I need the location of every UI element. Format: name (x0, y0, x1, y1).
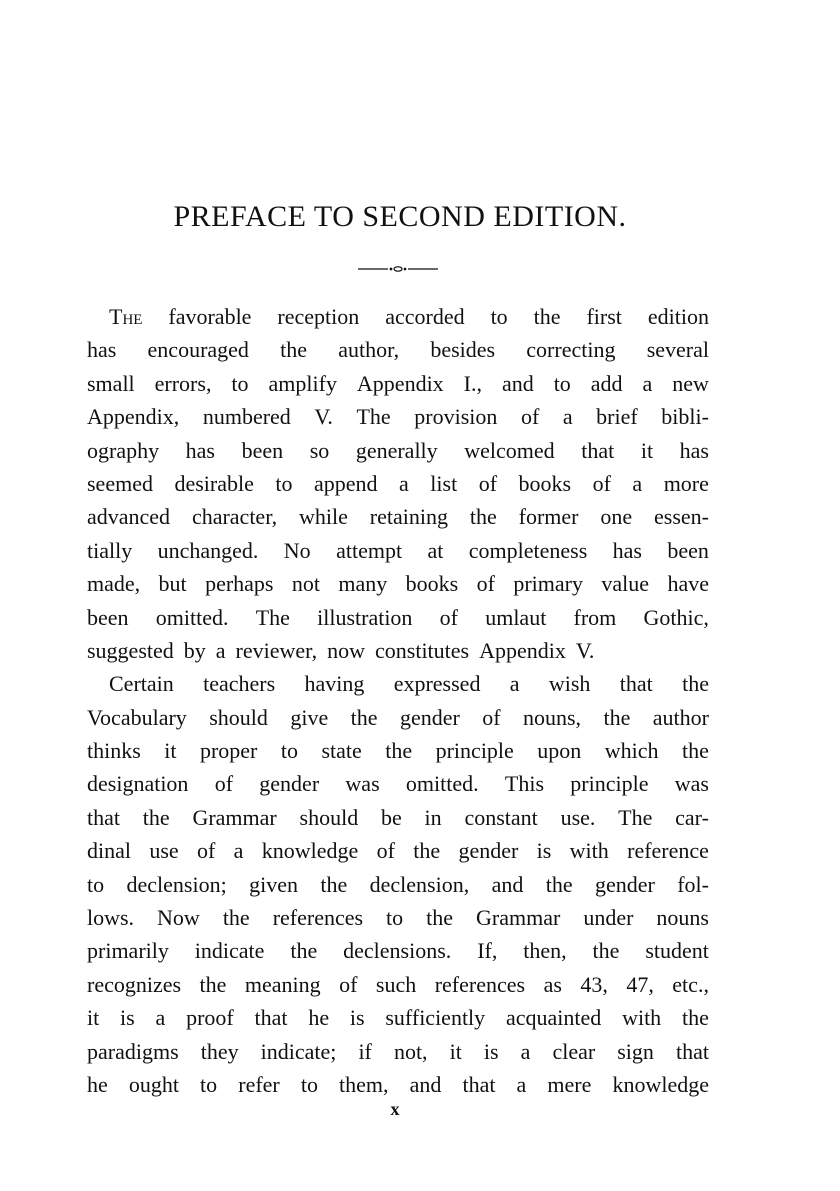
word: lows. (87, 905, 135, 931)
word: at (427, 537, 444, 563)
word: ought (128, 1071, 179, 1097)
paragraph (87, 300, 709, 667)
text-line (87, 834, 709, 867)
word: have (667, 571, 709, 597)
word: as (543, 971, 562, 997)
word: encouraged (147, 337, 249, 363)
word: acquainted (505, 1005, 602, 1031)
word: seemed (87, 470, 153, 496)
word: ography (87, 437, 160, 463)
word: of (196, 838, 216, 864)
word: that (581, 437, 615, 463)
word: been (667, 537, 709, 563)
word: the (290, 938, 318, 964)
word: refer (238, 1071, 280, 1097)
word: then, (523, 938, 567, 964)
text-line (87, 500, 709, 533)
word: generally (355, 437, 438, 463)
word: while (299, 504, 348, 530)
word: references (272, 905, 364, 931)
word: amplify (268, 370, 337, 396)
word: add (590, 370, 623, 396)
word: they (200, 1038, 239, 1064)
word: use. (560, 804, 596, 830)
word: wish (548, 671, 591, 697)
word: and (409, 1071, 442, 1097)
word: The (109, 304, 143, 329)
word: gender (458, 838, 519, 864)
word: under (583, 905, 634, 931)
word: that (254, 1005, 288, 1031)
text-line (87, 968, 709, 1001)
word: of (478, 470, 498, 496)
word: not, (393, 1038, 428, 1064)
word: constant (464, 804, 538, 830)
word: to (231, 370, 249, 396)
word: the (603, 704, 631, 730)
word: and (501, 370, 534, 396)
word: declensions. (343, 938, 452, 964)
text-line (87, 634, 709, 667)
word: small (87, 370, 135, 396)
word: give (290, 704, 329, 730)
word: a (155, 1005, 166, 1031)
word: state (321, 738, 362, 764)
text-line (87, 434, 709, 467)
word: desirable (174, 470, 254, 496)
word: more (663, 470, 709, 496)
text-line (87, 400, 709, 433)
word: The (356, 404, 391, 430)
word: brief (596, 404, 638, 430)
word: the (682, 671, 709, 697)
text-line (87, 601, 709, 634)
word: new (672, 370, 709, 396)
text-line (87, 701, 709, 734)
word: knowledge (612, 1071, 709, 1097)
word: with (569, 838, 609, 864)
word: of (439, 604, 458, 630)
word: the (350, 704, 378, 730)
word: edition (647, 304, 709, 329)
word: be (381, 804, 402, 830)
word: a (642, 370, 653, 396)
word: if (358, 1038, 372, 1064)
page-title: PREFACE TO SECOND EDITION. (173, 200, 627, 233)
word: umlaut (485, 604, 547, 630)
word: a (562, 404, 573, 430)
ornament-divider (358, 266, 438, 272)
word: a (632, 470, 643, 496)
word: the (533, 304, 561, 329)
word: proof (186, 1005, 234, 1031)
word: completeness (468, 537, 588, 563)
word: should (299, 804, 359, 830)
word: a (399, 470, 409, 496)
word: first (586, 304, 622, 329)
word: gender (259, 771, 320, 797)
word: expressed (393, 671, 481, 697)
word: Appendix (479, 637, 566, 663)
word: designation (87, 771, 189, 797)
word: it (87, 1005, 100, 1031)
word: This (504, 771, 545, 797)
text-line (87, 534, 709, 567)
word: Now (157, 905, 200, 931)
word: so (309, 437, 330, 463)
word: he (87, 1071, 108, 1097)
word: from (573, 604, 617, 630)
text-line (87, 934, 709, 967)
word: has (87, 337, 117, 363)
word: a (215, 637, 226, 663)
word: the (426, 905, 454, 931)
text-line (87, 901, 709, 934)
word: a (509, 671, 520, 697)
word: reviewer, (235, 637, 318, 663)
word: paradigms (87, 1038, 179, 1064)
word: sign (617, 1038, 654, 1064)
word: has (679, 437, 709, 463)
word: several (646, 337, 709, 363)
word: the (592, 938, 620, 964)
word: that (462, 1071, 496, 1097)
word: which (604, 738, 659, 764)
word: reception (277, 304, 360, 329)
word: indicate (194, 938, 265, 964)
word: and (491, 871, 524, 897)
word: errors, (154, 370, 212, 396)
word: it (164, 738, 177, 764)
text-line (87, 1035, 709, 1068)
word: been (87, 604, 129, 630)
word: declension; (126, 871, 227, 897)
word: is (349, 1005, 365, 1031)
paragraph (87, 667, 709, 1101)
word: it (449, 1038, 462, 1064)
word: teachers (203, 671, 276, 697)
word: the (385, 738, 413, 764)
word: books (518, 470, 572, 496)
word: declension, (369, 871, 470, 897)
text-line (87, 767, 709, 800)
word: character, (191, 504, 278, 530)
text-line (87, 467, 709, 500)
word: the (222, 905, 250, 931)
word: Appendix, (87, 404, 180, 430)
page-number: x (390, 1099, 400, 1119)
word: gender (399, 704, 460, 730)
word: is (536, 838, 552, 864)
word: such (375, 971, 417, 997)
word: he (308, 1005, 330, 1031)
word: append (314, 470, 378, 496)
text-line (87, 868, 709, 901)
word: to (200, 1071, 218, 1097)
word: list (430, 470, 458, 496)
word: correcting (526, 337, 616, 363)
word: gender (594, 871, 655, 897)
word: I., (463, 370, 482, 396)
word: to (300, 1071, 318, 1097)
word: a (516, 1071, 527, 1097)
word: a (233, 838, 244, 864)
word: now (327, 637, 365, 663)
word: references (434, 971, 526, 997)
word: of (592, 470, 611, 496)
word: V. (575, 637, 595, 663)
word: V. (314, 404, 333, 430)
word: The (618, 804, 653, 830)
word: Grammar (476, 905, 561, 931)
word: given (249, 871, 298, 897)
word: If, (477, 938, 498, 964)
word: recognizes (87, 971, 182, 997)
word: primary (513, 571, 583, 597)
word: retaining (369, 504, 448, 530)
word: of (214, 771, 234, 797)
word: them, (339, 1071, 389, 1097)
word: thinks (87, 738, 141, 764)
word: constitutes (375, 637, 470, 663)
word: that (675, 1038, 709, 1064)
word: of (339, 971, 358, 997)
word: the (681, 1005, 709, 1031)
word: proper (199, 738, 258, 764)
word: that (87, 804, 120, 830)
word: of (520, 404, 540, 430)
word: the (199, 971, 227, 997)
word: to (87, 871, 105, 897)
text-line (87, 300, 709, 333)
word: is (120, 1005, 135, 1031)
word: books (405, 571, 459, 597)
word: with (622, 1005, 662, 1031)
word: the (142, 804, 170, 830)
word: omitted. (405, 771, 479, 797)
word: made, (87, 571, 141, 597)
word: welcomed (464, 437, 555, 463)
word: Certain (109, 671, 174, 697)
text-line (87, 1068, 709, 1101)
word: of (476, 571, 495, 597)
word: one (600, 504, 633, 530)
word: former (518, 504, 579, 530)
word: upon (537, 738, 582, 764)
word: that (619, 671, 653, 697)
word: 47, (626, 971, 654, 997)
word: bibli- (661, 404, 709, 430)
word: by (183, 637, 206, 663)
word: was (345, 771, 380, 797)
text-line (87, 667, 709, 700)
word: clear (552, 1038, 596, 1064)
word: knowledge (261, 838, 359, 864)
word: the (413, 838, 441, 864)
word: of (376, 838, 395, 864)
word: it (640, 437, 654, 463)
word: omitted. (155, 604, 229, 630)
word: many (338, 571, 388, 597)
word: was (674, 771, 709, 797)
word: the (320, 871, 348, 897)
word: indicate; (260, 1038, 337, 1064)
word: etc., (672, 971, 709, 997)
word: fol- (677, 871, 709, 897)
word: to (553, 370, 571, 396)
word: is (483, 1038, 499, 1064)
word: primarily (87, 938, 169, 964)
word: in (424, 804, 442, 830)
word: the (681, 738, 709, 764)
word: value (601, 571, 650, 597)
word: besides (430, 337, 496, 363)
word: Appendix (356, 370, 444, 396)
word: has (612, 537, 642, 563)
text-line (87, 734, 709, 767)
word: meaning (244, 971, 321, 997)
word: car- (675, 804, 709, 830)
word: essen- (654, 504, 709, 530)
word: provision (414, 404, 498, 430)
word: the (280, 337, 308, 363)
word: The (255, 604, 290, 630)
word: accorded (385, 304, 465, 329)
word: mere (547, 1071, 592, 1097)
word: to (490, 304, 508, 329)
word: advanced (87, 504, 171, 530)
text-line (87, 367, 709, 400)
word: the (545, 871, 573, 897)
word: nouns (656, 905, 709, 931)
text-line (87, 801, 709, 834)
word: has (185, 437, 215, 463)
word: but (158, 571, 187, 597)
word: been (241, 437, 284, 463)
text-line (87, 567, 709, 600)
word: attempt (336, 537, 403, 563)
word: author, (338, 337, 400, 363)
word: to (280, 738, 298, 764)
word: of (482, 704, 501, 730)
word: use (149, 838, 179, 864)
word: the (469, 504, 497, 530)
word: a (520, 1038, 531, 1064)
text-line (87, 333, 709, 366)
word: should (209, 704, 268, 730)
word: suggested (87, 637, 174, 663)
text-line (87, 1001, 709, 1034)
word: having (304, 671, 365, 697)
word: to (275, 470, 293, 496)
word: perhaps (205, 571, 274, 597)
word: 43, (580, 971, 608, 997)
word: to (386, 905, 404, 931)
word: No (283, 537, 311, 563)
word: nouns, (522, 704, 582, 730)
word: sufficiently (385, 1005, 486, 1031)
word: Gothic, (643, 604, 709, 630)
word: author (652, 704, 709, 730)
word: favorable (168, 304, 252, 329)
word: reference (627, 838, 709, 864)
word: Grammar (192, 804, 277, 830)
word: student (645, 938, 709, 964)
word: tially (87, 537, 133, 563)
word: numbered (202, 404, 291, 430)
word: Vocabulary (87, 704, 187, 730)
word: dinal (87, 838, 131, 864)
preface-body (87, 300, 709, 1101)
word: principle (435, 738, 514, 764)
word: principle (570, 771, 649, 797)
word: illustration (317, 604, 413, 630)
word: not (291, 571, 320, 597)
word: unchanged. (157, 537, 259, 563)
